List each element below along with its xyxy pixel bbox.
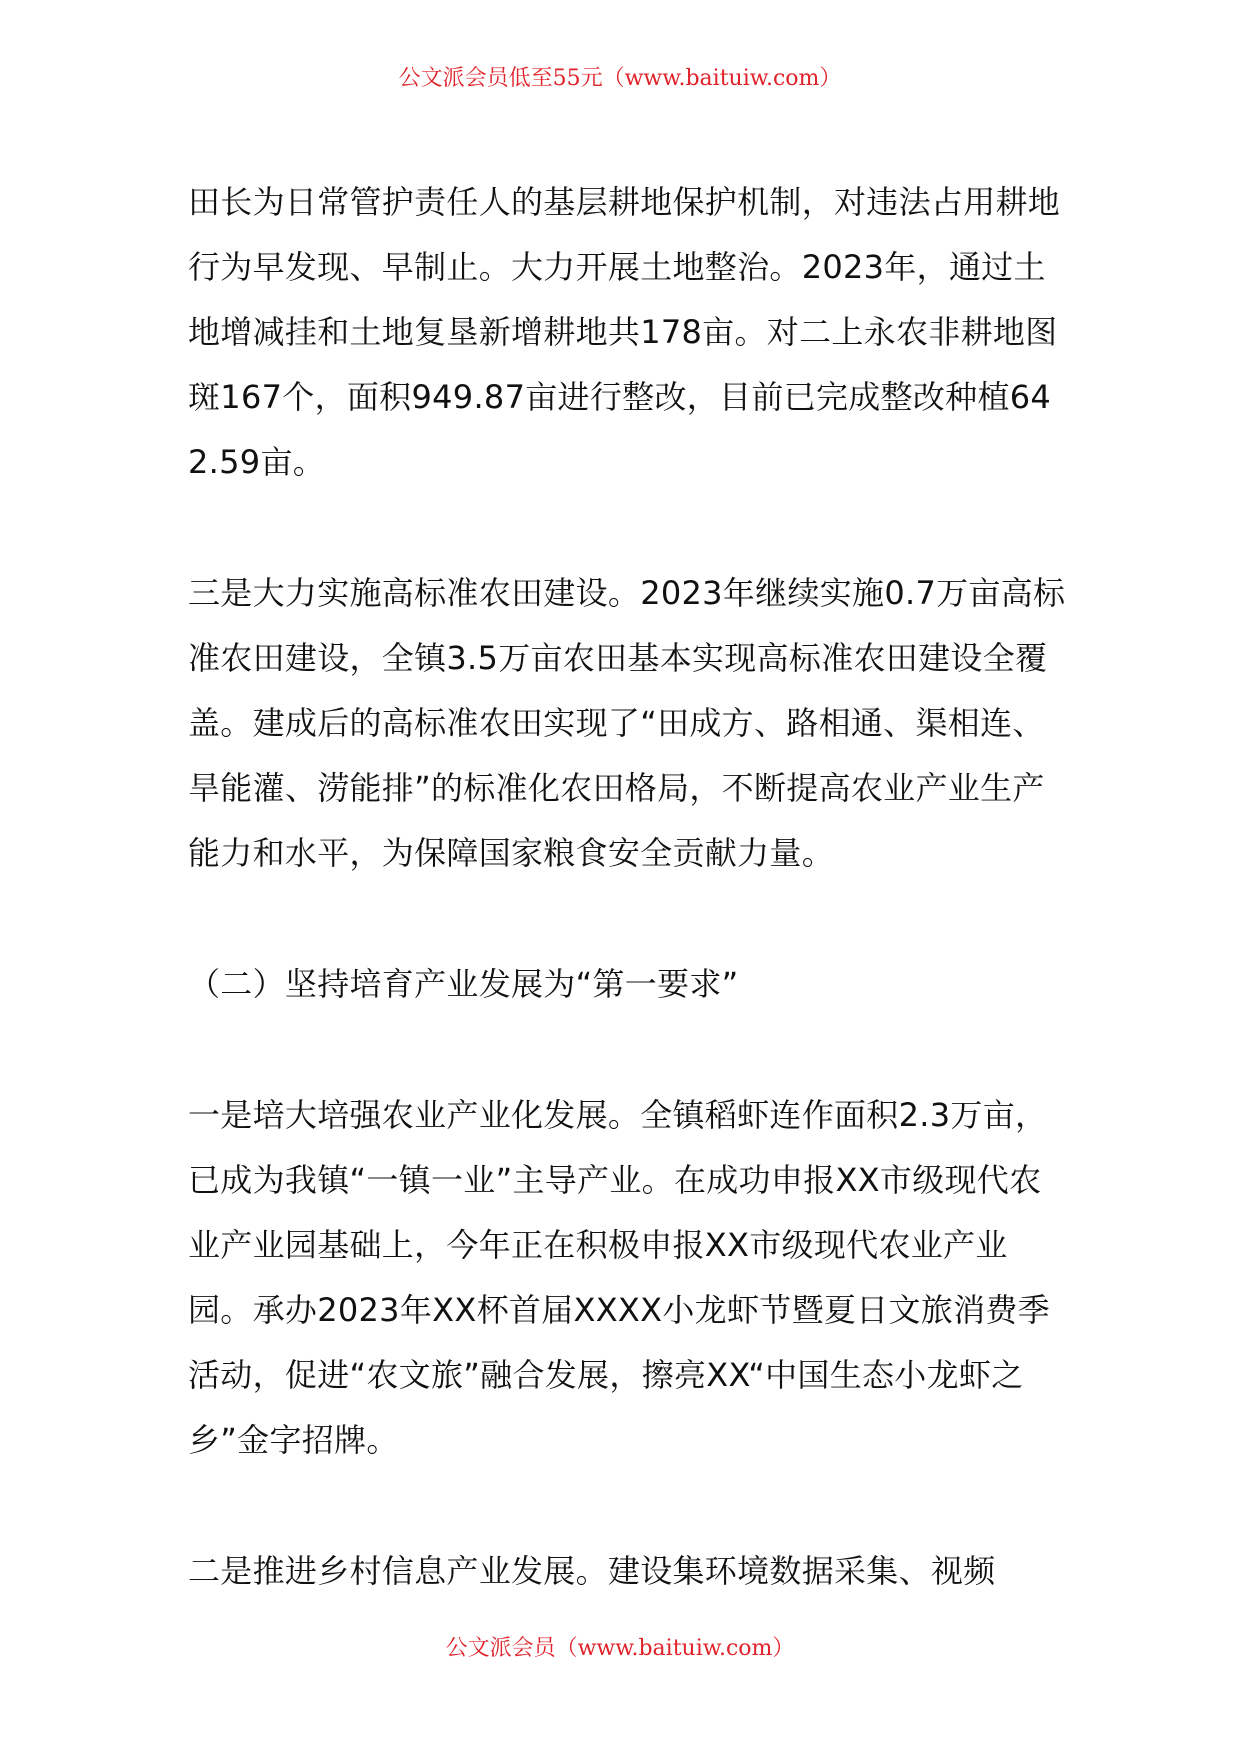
paragraph-information-industry: 二是推进乡村信息产业发展。建设集环境数据采集、视频 [188, 1552, 996, 1590]
document-body [188, 170, 1068, 1604]
section-heading: （二）坚持培育产业发展为“第一要求” [188, 965, 739, 1003]
paragraph-gap [188, 886, 1068, 952]
paragraph-land-protection: 田长为日常管护责任人的基层耕地保护机制，对违法占用耕地行为早发现、早制止。大力开展土地整治。2023年，通过土地增减挂和土地复垦新增耕地共178亩。对二上永农非耕地图斑167个，面积949.87亩进行整改，目前已完成整改种植642.59亩。 [188, 183, 1061, 481]
footer-watermark: 公文派会员（www.baituiw.com） [445, 1636, 795, 1661]
paragraph-gap [188, 495, 1068, 561]
paragraph-industrialization: 一是培大培强农业产业化发展。全镇稻虾连作面积2.3万亩，已成为我镇“一镇一业”主导产业。在成功申报XX市级现代农业产业园基础上，今年正在积极申报XX市级现代农业产业园。承办2023年XX杯首届XXXX小龙虾节暨夏日文旅消费季活动，促进“农文旅”融合发展，擦亮XX“中国生态小龙虾之乡”金字招牌。 [188, 1096, 1050, 1459]
paragraph-farmland-construction: 三是大力实施高标准农田建设。2023年继续实施0.7万亩高标准农田建设，全镇3.5万亩农田基本实现高标准农田建设全覆盖。建成后的高标准农田实现了“田成方、路相通、渠相连、旱能灌、涝能排”的标准化农田格局，不断提高农业产业生产能力和水平，为保障国家粮食安全贡献力量。 [188, 574, 1066, 872]
paragraph-gap [188, 1473, 1068, 1539]
header-watermark: 公文派会员低至55元（www.baituiw.com） [398, 66, 842, 91]
paragraph-gap [188, 1017, 1068, 1083]
